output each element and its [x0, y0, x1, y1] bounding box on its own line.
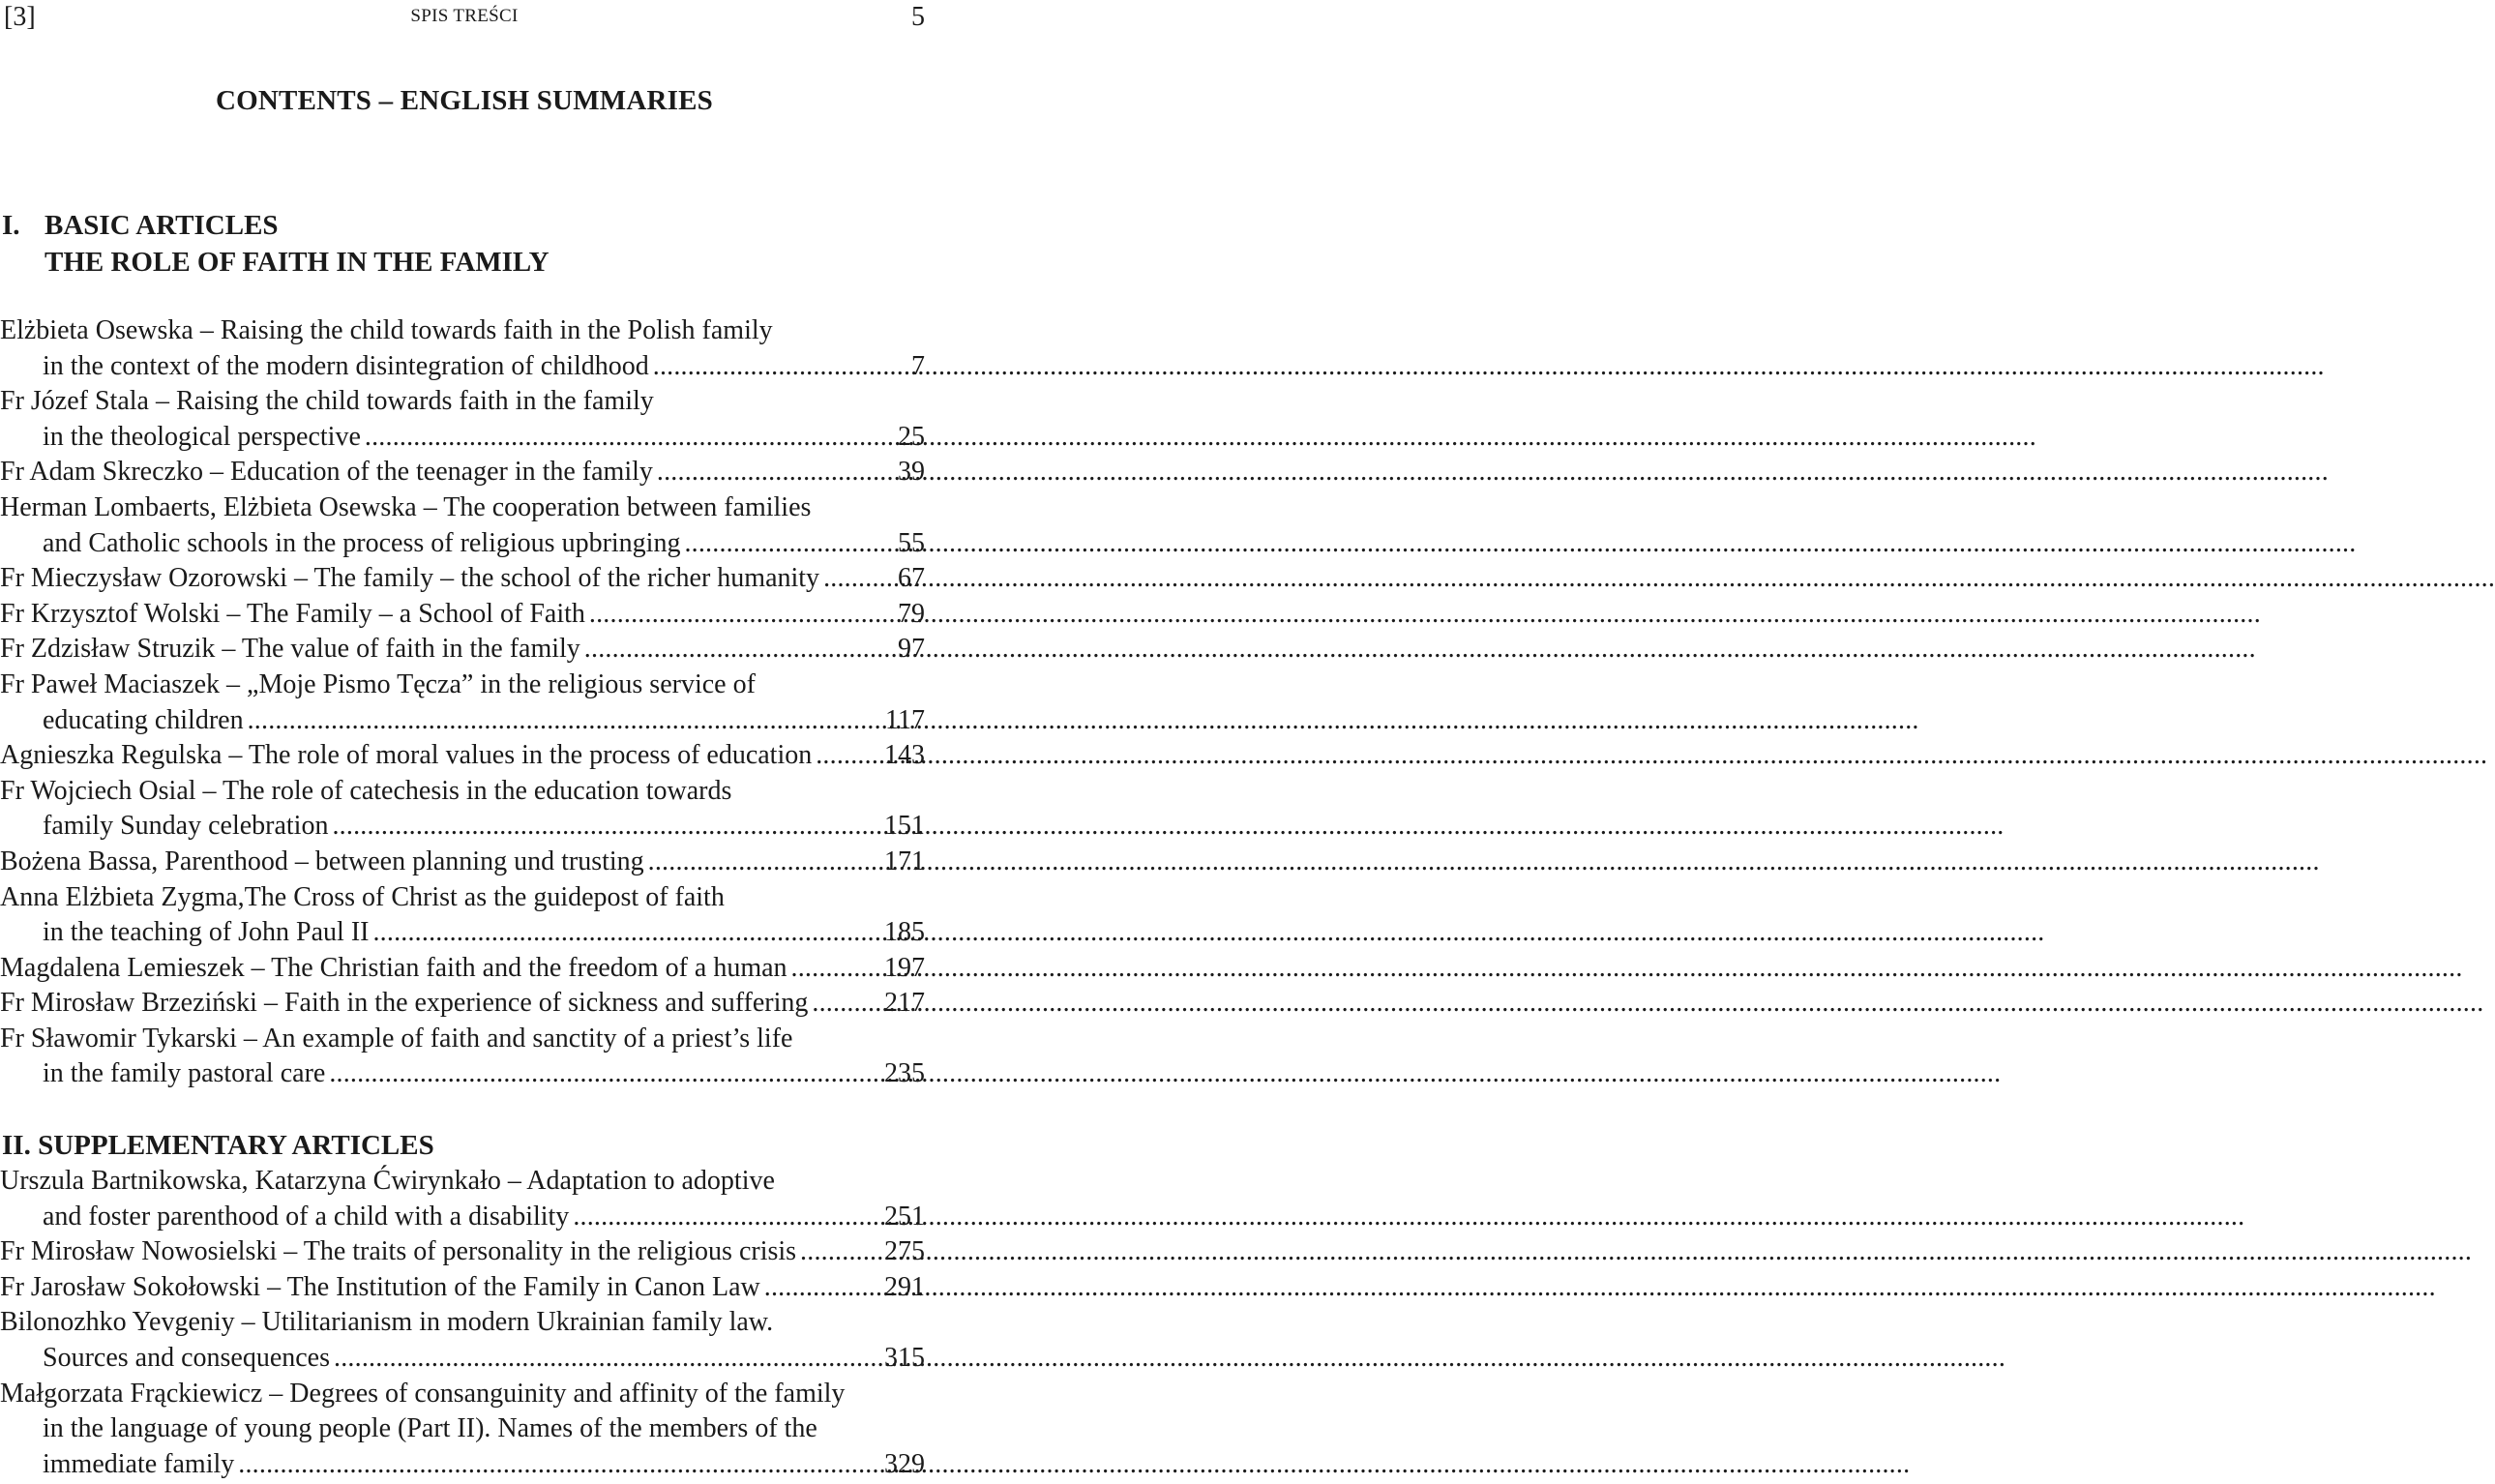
- toc-entry-text: Fr Wojciech Osial – The role of catechesis in the education towards: [0, 775, 732, 806]
- dot-leader: [332, 809, 882, 845]
- toc-entry-line: [0, 915, 925, 951]
- dot-leader: [648, 845, 882, 880]
- toc-page-number: 67: [898, 563, 925, 594]
- toc-entry-text: in the family pastoral care: [43, 1058, 326, 1089]
- toc-entry-text: Fr Mirosław Nowosielski – The traits of personality in the religious crisis: [0, 1236, 797, 1267]
- toc-page-number: 55: [898, 527, 925, 558]
- toc-page-number: 151: [884, 811, 925, 842]
- toc-entry-text: Bilonozhko Yevgeniy – Utilitarianism in modern Ukrainian family law.: [0, 1307, 774, 1338]
- toc-entry-text: in the theological perspective: [43, 421, 361, 452]
- toc-entry-line: [0, 845, 925, 880]
- toc-page-number: 235: [884, 1058, 925, 1089]
- toc-entry-line: [0, 632, 925, 668]
- section-1-heading: [2, 207, 549, 281]
- dot-leader: [584, 632, 896, 668]
- section-1-number: I.: [2, 210, 20, 241]
- dot-leader: [791, 951, 882, 987]
- toc-page-number: 217: [884, 988, 925, 1019]
- toc-page-number: 251: [884, 1201, 925, 1232]
- toc-entry-line: [0, 384, 925, 420]
- toc-entry-line: [0, 774, 925, 810]
- toc-page-number: 39: [898, 457, 925, 488]
- toc-entry-text: Elżbieta Osewska – Raising the child towards faith in the Polish family: [0, 315, 773, 345]
- dot-leader: [589, 597, 896, 633]
- section-2-heading: [2, 1127, 434, 1164]
- dot-leader: [329, 1056, 882, 1092]
- dot-leader: [816, 738, 882, 774]
- toc-entry-line: [0, 703, 925, 739]
- toc-entry-line: [0, 1341, 925, 1377]
- toc-entry-line: [0, 526, 925, 562]
- section-1-subtitle: THE ROLE OF FAITH IN THE FAMILY: [45, 247, 549, 278]
- toc-page-number: 79: [898, 598, 925, 629]
- toc-entry-text: Herman Lombaerts, Elżbieta Osewska – The cooperation between families: [0, 491, 812, 522]
- page-title: CONTENTS – ENGLISH SUMMARIES: [215, 85, 713, 116]
- toc-entry-text: and foster parenthood of a child with a disability: [43, 1201, 570, 1232]
- page-number: 5: [911, 2, 925, 32]
- dot-leader: [573, 1200, 882, 1235]
- dot-leader: [823, 561, 896, 597]
- dot-leader: [238, 1447, 882, 1483]
- toc-entry-line: [0, 1234, 925, 1270]
- toc-entry-text: Fr Mieczysław Ozorowski – The family – the school of the richer humanity: [0, 563, 820, 594]
- toc-page-number: 7: [911, 350, 925, 381]
- toc-entry-text: Urszula Bartnikowska, Katarzyna Ćwirynkało – Adaptation to adoptive: [0, 1166, 775, 1196]
- dot-leader: [684, 526, 896, 562]
- toc-page-number: 117: [885, 704, 925, 735]
- toc-entry-text: in the context of the modern disintegration of childhood: [43, 350, 649, 381]
- toc-entry-text: Bożena Bassa, Parenthood – between planning und trusting: [0, 846, 644, 876]
- dot-leader: [372, 915, 882, 951]
- toc-entry-text: Fr Jarosław Sokołowski – The Institution of the Family in Canon Law: [0, 1271, 760, 1302]
- toc-entry-text: Małgorzata Frąckiewicz – Degrees of consanguinity and affinity of the family: [0, 1378, 846, 1409]
- toc-entry-text: Sources and consequences: [43, 1342, 331, 1373]
- section-2-number: II.: [2, 1130, 31, 1161]
- toc-entry-line: [0, 420, 925, 456]
- toc-page-number: 329: [884, 1448, 925, 1479]
- toc-entry-line: [0, 986, 925, 1022]
- toc-section-2: [0, 1164, 925, 1482]
- dot-leader: [800, 1234, 882, 1270]
- page-bracket-number: [3]: [4, 2, 36, 32]
- toc-entry-text: Fr Paweł Maciaszek – „Moje Pismo Tęcza” in the religious service of: [0, 668, 756, 699]
- toc-entry-line: [0, 880, 925, 916]
- section-1-title: BASIC ARTICLES: [45, 210, 279, 241]
- toc-entry-text: Magdalena Lemieszek – The Christian faith and the freedom of a human: [0, 952, 787, 983]
- toc-entry-text: Fr Krzysztof Wolski – The Family – a School of Faith: [0, 598, 585, 629]
- toc-entry-line: [0, 1056, 925, 1092]
- toc-entry-text: Fr Mirosław Brzeziński – Faith in the experience of sickness and suffering: [0, 988, 809, 1019]
- section-2-title: SUPPLEMENTARY ARTICLES: [38, 1130, 434, 1161]
- toc-entry-line: [0, 668, 925, 703]
- toc-entry-line: [0, 1377, 925, 1412]
- toc-entry-line: [0, 1447, 925, 1483]
- toc-page-number: 275: [884, 1236, 925, 1267]
- toc-entry-text: in the teaching of John Paul II: [43, 917, 370, 948]
- toc-entry-line: [0, 1200, 925, 1235]
- toc-entry-text: and Catholic schools in the process of religious upbringing: [43, 527, 681, 558]
- toc-page-number: 25: [898, 421, 925, 452]
- dot-leader: [653, 349, 902, 385]
- toc-section-1: [0, 313, 925, 1092]
- toc-entry-text: educating children: [43, 704, 244, 735]
- toc-entry-line: [0, 1411, 925, 1447]
- toc-entry-text: Fr Zdzisław Struzik – The value of faith in the family: [0, 634, 580, 665]
- dot-leader: [764, 1270, 882, 1306]
- toc-entry-line: [0, 1270, 925, 1306]
- toc-page-number: 291: [884, 1271, 925, 1302]
- toc-page-number: 315: [884, 1342, 925, 1373]
- toc-entry-line: [0, 597, 925, 633]
- dot-leader: [365, 420, 896, 456]
- toc-entry-text: Fr Sławomir Tykarski – An example of faith and sanctity of a priest’s life: [0, 1023, 793, 1054]
- running-title: SPIS TREŚCI: [410, 6, 519, 26]
- running-head: [0, 0, 929, 39]
- dot-leader: [657, 455, 896, 490]
- toc-page-number: 143: [884, 740, 925, 771]
- toc-entry-line: [0, 738, 925, 774]
- toc-entry-line: [0, 490, 925, 526]
- toc-entry-text: Anna Elżbieta Zygma,The Cross of Christ as the guidepost of faith: [0, 881, 725, 912]
- toc-entry-text: family Sunday celebration: [43, 811, 329, 842]
- dot-leader: [248, 703, 883, 739]
- toc-page-number: 97: [898, 634, 925, 665]
- toc-entry-line: [0, 313, 925, 349]
- toc-entry-line: [0, 1305, 925, 1341]
- dot-leader: [334, 1341, 882, 1377]
- toc-entry-text: Agnieszka Regulska – The role of moral values in the process of education: [0, 740, 813, 771]
- toc-entry-line: [0, 951, 925, 987]
- toc-entry-line: [0, 809, 925, 845]
- toc-page-number: 185: [884, 917, 925, 948]
- toc-entry-text: immediate family: [43, 1448, 235, 1479]
- toc-entry-line: [0, 455, 925, 490]
- dot-leader: [812, 986, 882, 1022]
- toc-entry-text: Fr Józef Stala – Raising the child towards faith in the family: [0, 386, 654, 417]
- toc-entry-text: Fr Adam Skreczko – Education of the teenager in the family: [0, 457, 653, 488]
- toc-page-number: 197: [884, 952, 925, 983]
- toc-entry-line: [0, 561, 925, 597]
- toc-entry-line: [0, 349, 925, 385]
- toc-entry-line: [0, 1164, 925, 1200]
- toc-entry-line: [0, 1022, 925, 1057]
- toc-entry-text: in the language of young people (Part II). Names of the members of the: [43, 1413, 817, 1444]
- toc-page-number: 171: [884, 846, 925, 876]
